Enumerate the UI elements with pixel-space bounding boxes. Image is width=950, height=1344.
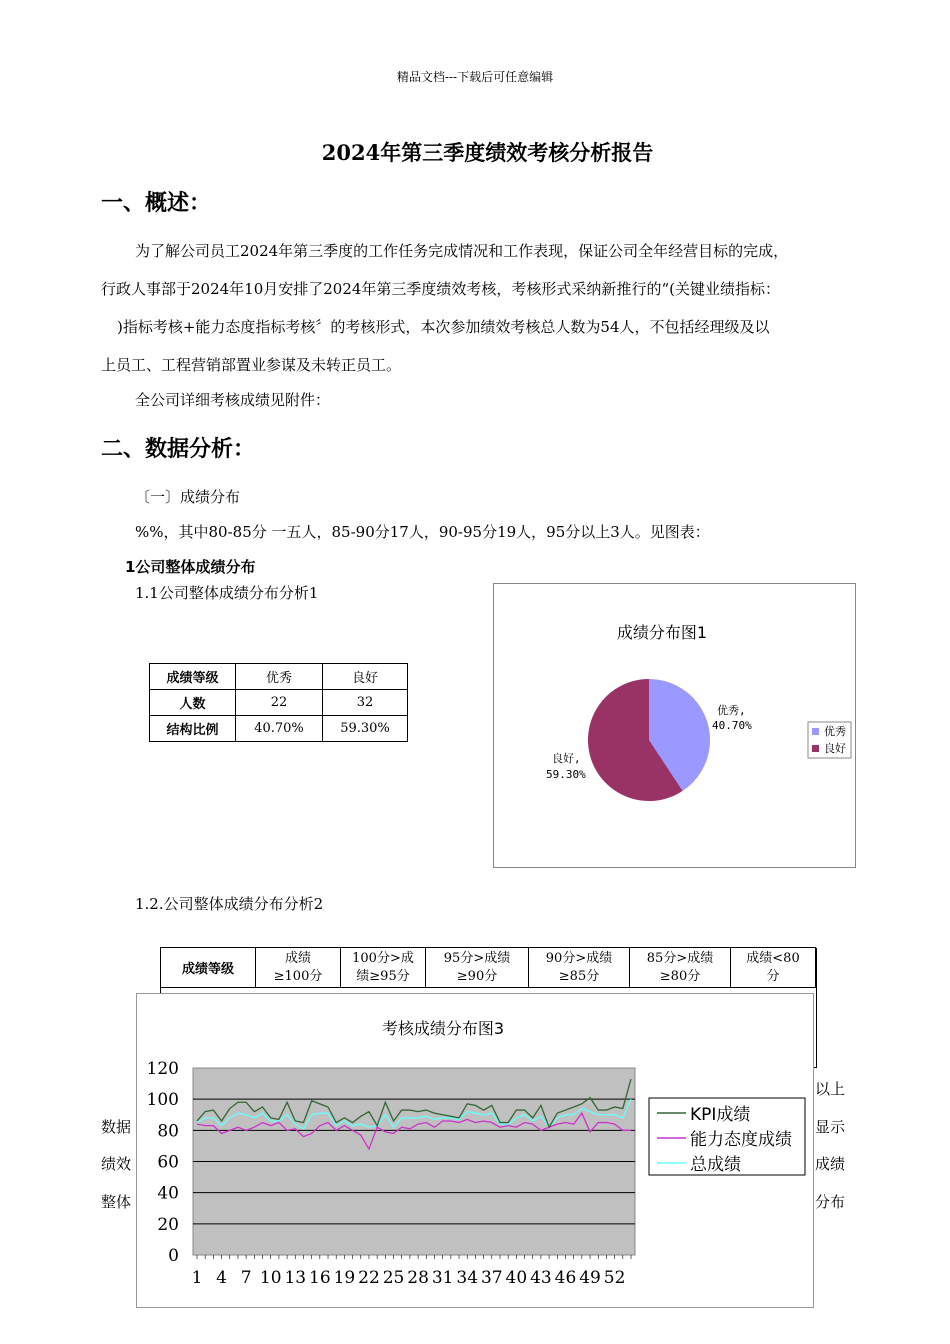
table-cell: 人数	[150, 690, 236, 716]
pie-label-excellent-value: 40.70%	[712, 719, 752, 732]
table-cell: 成绩等级	[150, 664, 236, 690]
y-tick-label: 40	[157, 1183, 179, 1204]
y-tick-label: 20	[157, 1214, 179, 1235]
pie-label-excellent-name: 优秀,	[717, 704, 746, 717]
table-cell: 32	[323, 690, 408, 716]
table-header-cell: 95分>成绩 ≥90分	[426, 948, 529, 988]
pie-label-good-value: 59.30%	[546, 768, 586, 781]
x-tick-label: 25	[382, 1268, 405, 1288]
line-chart-title: 考核成绩分布图3	[381, 1019, 505, 1038]
table-cell: 40.70%	[236, 716, 323, 742]
table-header-cell: 成绩等级	[161, 948, 256, 988]
y-tick-label: 100	[146, 1090, 179, 1111]
x-tick-label: 46	[554, 1268, 577, 1288]
y-tick-label: 60	[157, 1152, 179, 1173]
attachment-line: 全公司详细考核成绩见附件：	[135, 391, 331, 409]
x-tick-label: 52	[603, 1268, 626, 1288]
table-header-cell: 85分>成绩 ≥80分	[630, 948, 731, 988]
legend-swatch-excellent	[812, 728, 819, 735]
x-tick-label: 34	[456, 1268, 479, 1288]
legend-label-good: 良好	[824, 742, 846, 755]
side-text-right-2: 显示	[815, 1118, 846, 1136]
line-chart-box	[136, 993, 814, 1308]
para-line-4: 上员工、工程营销部置业参谋及未转正员工。	[101, 356, 402, 374]
table-cell: 结构比例	[150, 716, 236, 742]
x-tick-label: 49	[579, 1268, 601, 1288]
para-line-2: 行政人事部于2024年10月安排了2024年第三季度绩效考核，考核形式采纳新推行的“(关键业绩指标：	[101, 280, 780, 298]
table-row	[150, 664, 408, 690]
pie-title: 成绩分布图1	[616, 623, 708, 642]
table-header-cell: 成绩<80 分	[731, 948, 816, 988]
table-cell: 优秀	[236, 664, 323, 690]
table-header-cell: 90分>成绩 ≥85分	[529, 948, 630, 988]
document-title: 2024年第三季度绩效考核分析报告	[321, 140, 654, 165]
x-tick-label: 37	[480, 1268, 503, 1288]
side-text-right-1: 以上	[815, 1080, 846, 1098]
y-tick-label: 120	[146, 1059, 179, 1079]
table-cell: 59.30%	[323, 716, 408, 742]
legend-label: 总成绩	[690, 1155, 741, 1175]
legend-label: 能力态度成绩	[690, 1130, 792, 1150]
x-tick-label: 13	[284, 1268, 307, 1288]
grade-table	[149, 663, 408, 742]
table-row	[161, 948, 816, 988]
x-tick-label: 31	[431, 1268, 454, 1288]
x-tick-label: 19	[333, 1268, 356, 1288]
side-text-left-2: 绩效	[101, 1155, 132, 1173]
table-row	[150, 716, 408, 742]
pie-chart	[494, 584, 855, 867]
line-chart	[137, 994, 813, 1307]
table-cell: 良好	[323, 664, 408, 690]
x-tick-label: 1	[191, 1268, 203, 1288]
para-line-3: )指标考核+能力态度指标考核〞的考核形式，本次参加绩效考核总人数为54人，不包括经理级及以	[117, 318, 770, 336]
distribution-line: %%，其中80-85分 一五人，85-90分17人，90-95分19人，95分以上3人。见图表：	[135, 523, 710, 541]
side-text-left-1: 数据	[101, 1118, 132, 1136]
table-cell: 22	[236, 690, 323, 716]
table-row	[150, 690, 408, 716]
table-header-cell: 成绩 ≥100分	[256, 948, 341, 988]
pie-label-good-name: 良好,	[552, 752, 581, 765]
grade-range-table	[160, 947, 816, 988]
section1-heading: 一、概述：	[101, 191, 212, 216]
side-text-left-3: 整体	[101, 1193, 132, 1211]
x-tick-label: 40	[505, 1268, 528, 1288]
analysis-1-heading: 1.1公司整体成绩分布分析1	[135, 584, 319, 602]
document-header: 精品文档---下载后可任意编辑	[396, 70, 554, 84]
x-tick-label: 7	[240, 1268, 252, 1288]
x-tick-label: 43	[530, 1268, 552, 1288]
legend-label: KPI成绩	[690, 1105, 751, 1125]
table-header-cell: 100分>成 绩≥95分	[341, 948, 426, 988]
legend-label-excellent: 优秀	[824, 725, 846, 738]
x-tick-label: 16	[309, 1268, 331, 1288]
side-text-right-4: 分布	[815, 1193, 846, 1211]
x-tick-label: 28	[407, 1268, 429, 1288]
y-tick-label: 0	[168, 1246, 179, 1266]
x-tick-label: 4	[216, 1268, 227, 1288]
analysis-2-heading: 1.2.公司整体成绩分布分析2	[135, 895, 324, 913]
x-tick-label: 10	[259, 1268, 282, 1288]
section2-heading: 二、数据分析：	[101, 437, 256, 462]
x-tick-label: 22	[358, 1268, 380, 1288]
y-tick-label: 80	[157, 1121, 179, 1142]
para-line-1: 为了解公司员工2024年第三季度的工作任务完成情况和工作表现，保证公司全年经营目标的完成，	[135, 242, 789, 260]
legend-swatch-good	[812, 745, 819, 752]
pie-chart-box	[493, 583, 856, 868]
subsection-distribution: 〔一〕成绩分布	[135, 488, 241, 506]
overall-distribution-heading: 1公司整体成绩分布	[125, 558, 256, 576]
side-text-right-3: 成绩	[815, 1155, 846, 1173]
